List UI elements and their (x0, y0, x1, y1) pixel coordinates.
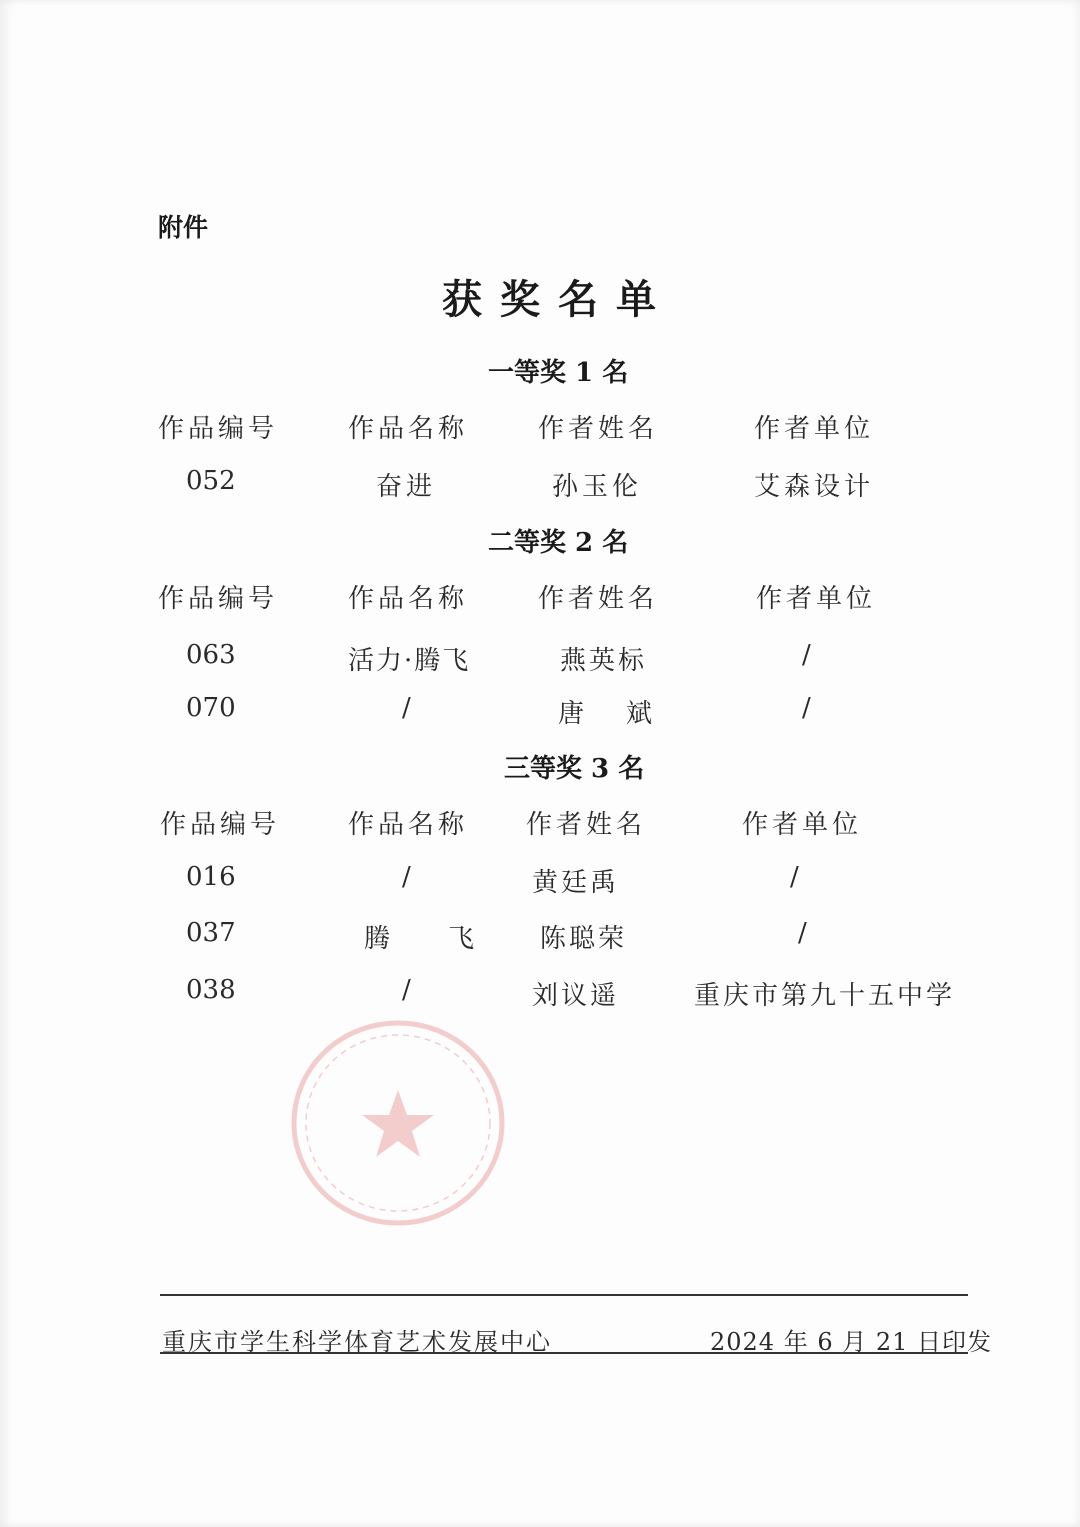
table-row-unit: 重庆市第九十五中学 (694, 981, 956, 1011)
footer-bottom-rule (160, 1352, 968, 1354)
header-work-name: 作品名称 (348, 414, 469, 444)
header-work-name: 作品名称 (348, 810, 469, 840)
header-work-number: 作品编号 (160, 810, 281, 840)
table-row-no: 038 (186, 975, 236, 1005)
table-row-unit: / (802, 693, 811, 723)
table-row-work: / (402, 693, 411, 723)
third-prize-heading: 三等奖 3 名 (504, 754, 645, 784)
table-row-author: 唐 斌 (558, 699, 661, 729)
table-row-no: 016 (186, 862, 236, 892)
official-seal-icon (288, 1018, 508, 1228)
table-row-unit: / (798, 918, 807, 948)
table-row-no: 052 (186, 466, 236, 496)
table-row-work: 奋进 (376, 472, 437, 502)
first-prize-heading: 一等奖 1 名 (488, 358, 629, 388)
table-row-no: 070 (186, 693, 236, 723)
header-author-name: 作者姓名 (538, 414, 659, 444)
table-row-author: 孙玉伦 (552, 472, 643, 502)
header-author-name: 作者姓名 (538, 584, 659, 614)
table-row-unit: 艾森设计 (754, 472, 875, 502)
footer-top-rule (160, 1294, 968, 1296)
table-row-no: 037 (186, 918, 236, 948)
header-author-unit: 作者单位 (754, 414, 875, 444)
table-row-work: / (402, 862, 411, 892)
footer-issuer: 重庆市学生科学体育艺术发展中心 (162, 1328, 552, 1356)
second-prize-heading: 二等奖 2 名 (488, 528, 629, 558)
table-row-no: 063 (186, 640, 236, 670)
table-row-author: 黄廷禹 (532, 868, 620, 898)
header-author-unit: 作者单位 (742, 810, 863, 840)
table-row-author: 陈聪荣 (540, 924, 628, 954)
header-author-name: 作者姓名 (526, 810, 647, 840)
footer-date: 2024 年 6 月 21 日印发 (710, 1328, 993, 1356)
header-work-number: 作品编号 (158, 414, 279, 444)
table-row-work: / (402, 975, 411, 1005)
table-row-work: 活力·腾飞 (348, 646, 471, 676)
table-row-author: 刘议遥 (532, 981, 620, 1011)
table-row-work: 腾 飞 (364, 924, 491, 954)
page-title: 获奖名单 (442, 276, 674, 323)
table-row-unit: / (790, 862, 799, 892)
table-row-author: 燕英标 (560, 646, 648, 676)
header-work-number: 作品编号 (158, 584, 279, 614)
header-author-unit: 作者单位 (756, 584, 877, 614)
attachment-label: 附件 (158, 213, 209, 242)
table-row-unit: / (802, 640, 811, 670)
header-work-name: 作品名称 (348, 584, 469, 614)
